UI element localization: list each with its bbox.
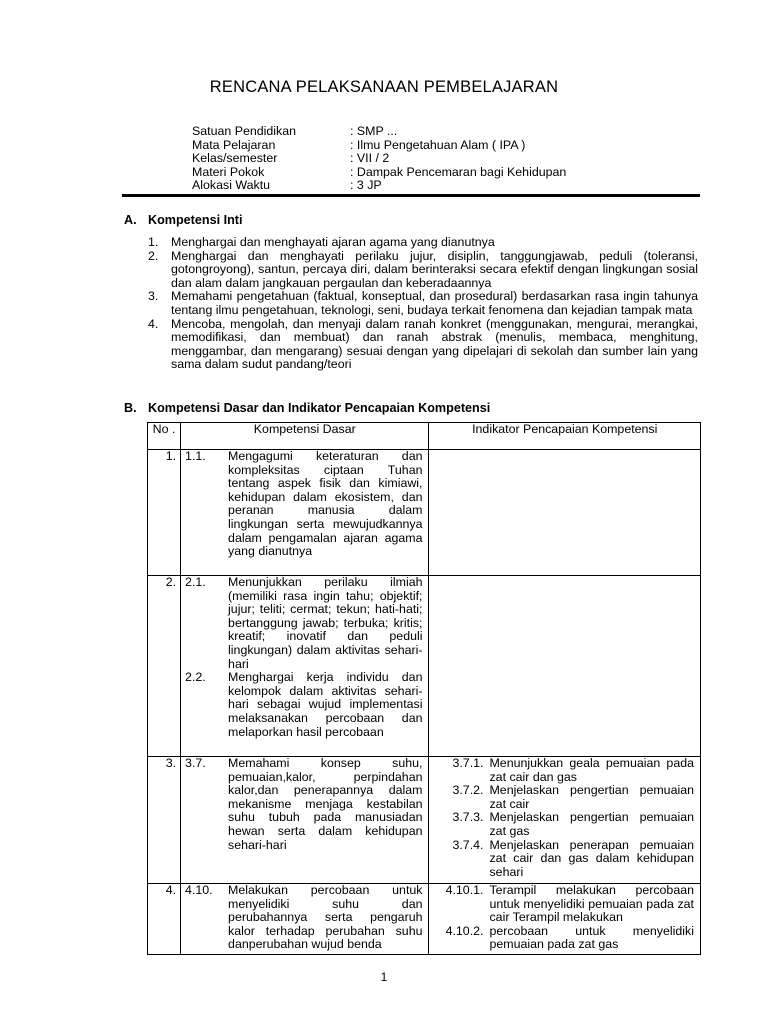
item-number: 4. [148, 316, 159, 331]
list-item [148, 290, 698, 317]
kd-entry [181, 450, 428, 559]
item-text: Mencoba, mengolah, dan menyaji dalam ranah konkret (menggunakan, mengurai, merangkai, memodifikasi, dan membuat) dan ranah abstrak (menulis, membaca, menghitung, menggambar, dan mengarang) sesuai dengan yang dipelajari di sekolah dan sumber lain yang sama dalam sudut pandang/teori [171, 316, 698, 372]
list-item [148, 236, 698, 250]
kd-entry [181, 757, 428, 852]
kd-entry [181, 884, 428, 952]
table-row [148, 450, 701, 576]
table-row [148, 884, 701, 955]
kompetensi-inti-list [148, 236, 698, 372]
ipk-number: 3.7.4. [452, 837, 484, 852]
item-number: 2. [148, 248, 159, 263]
row-number: 3. [148, 757, 181, 884]
ipk-entry [429, 884, 700, 925]
ipk-number: 4.10.1. [445, 883, 484, 897]
table-header-row [148, 423, 701, 450]
item-number: 1. [148, 235, 159, 249]
kd-number: 4.10. [185, 883, 213, 897]
kd-cell [181, 576, 429, 757]
ipk-number: 4.10.2. [445, 923, 484, 938]
kd-text: Mengagumi keteraturan dan kompleksitas ciptaan Tuhan tentang aspek fisik dan kimiawi, kehidupan dalam ekosistem, dan peranan manusia dalam lingkungan serta mewujudkannya dalam pengamalan ajaran agama yang dianutnya [228, 449, 423, 559]
ipk-cell [429, 450, 701, 576]
ipk-cell [429, 576, 701, 757]
kd-text: Menghargai kerja individu dan kelompok dalam aktivitas sehari-hari sebagai wujud implementasi melaksanakan percobaan dan melaporkan hasil percobaan [228, 670, 423, 739]
ipk-cell [429, 757, 701, 884]
identity-block [192, 125, 566, 193]
ipk-text: Terampil melakukan percobaan untuk menyelidiki pemuaian pada zat cair Terampil melakukan [489, 883, 694, 925]
row-number: 4. [148, 884, 181, 955]
list-item [148, 250, 698, 291]
identity-value: : SMP ... [350, 124, 398, 138]
table-row [148, 757, 701, 884]
identity-key: Mata Pelajaran [192, 137, 276, 152]
identity-row [192, 179, 566, 193]
header-divider [122, 194, 700, 197]
section-letter: B. [124, 401, 137, 415]
ipk-number: 3.7.2. [452, 783, 484, 798]
identity-row [192, 125, 566, 139]
ipk-entry [429, 784, 700, 811]
kd-ipk-table [147, 422, 701, 955]
ipk-cell [429, 884, 701, 955]
ipk-entry [429, 925, 700, 952]
identity-value: : Dampak Pencemaran bagi Kehidupan [350, 164, 567, 179]
kd-cell [181, 884, 429, 955]
kd-number: 2.1. [185, 575, 206, 589]
ipk-text: Menunjukkan geala pemuaian pada zat cair dan gas [489, 756, 694, 784]
ipk-text: percobaan untuk menyelidiki pemuaian pada zat gas [489, 923, 694, 952]
identity-key: Satuan Pendidikan [192, 124, 297, 138]
identity-row [192, 166, 566, 180]
ipk-number: 3.7.1. [452, 756, 484, 770]
identity-row [192, 152, 566, 166]
kd-text: Memahami konsep suhu, pemuaian,kalor, perpindahan kalor,dan penerapannya dalam mekanisme menjaga kestabilan suhu tubuh pada manusiadan hewan serta dalam kehidupan sehari-hari [228, 756, 423, 852]
section-b-heading [124, 401, 490, 415]
ipk-entry [429, 811, 700, 838]
item-number: 3. [148, 289, 159, 304]
kd-entry [181, 671, 428, 739]
identity-value: : 3 JP [350, 178, 382, 193]
kd-entry [181, 576, 428, 671]
document-title: RENCANA PELAKSANAAN PEMBELAJARAN [209, 78, 559, 96]
row-number: 2. [148, 576, 181, 757]
kd-text: Melakukan percobaan untuk menyelidiki suhu dan perubahannya serta pengaruh kalor terhadap perubahan suhu danperubahan wujud benda [228, 883, 423, 952]
kd-number: 2.2. [185, 670, 206, 685]
identity-row [192, 139, 566, 153]
identity-key: Kelas/semester [192, 151, 278, 166]
item-text: Menghargai dan menghayati ajaran agama yang dianutnya [171, 235, 495, 249]
identity-key: Alokasi Waktu [192, 178, 271, 193]
identity-key: Materi Pokok [192, 164, 265, 179]
kd-number: 3.7. [185, 756, 206, 770]
ipk-text: Menjelaskan penerapan pemuaian zat cair dan gas dalam kehidupan sehari [489, 837, 694, 879]
kd-cell [181, 450, 429, 576]
ipk-text: Menjelaskan pengertian pemuaian zat cair [489, 783, 694, 811]
kd-cell [181, 757, 429, 884]
section-title: Kompetensi Inti [148, 213, 243, 227]
identity-value: : Ilmu Pengetahuan Alam ( IPA ) [350, 137, 526, 152]
kd-number: 1.1. [185, 449, 206, 463]
page-number: 1 [380, 970, 388, 984]
header-no: No . [148, 423, 181, 450]
item-text: Memahami pengetahuan (faktual, konseptual, dan prosedural) berdasarkan rasa ingin tahunya tentang ilmu pengetahuan, teknologi, seni, budaya terkait fenomena dan kejadian tampak mata [171, 289, 698, 317]
section-a-heading [124, 213, 242, 227]
item-text: Menghargai dan menghayati perilaku jujur, disiplin, tanggungjawab, peduli (toleransi, gotongroyong), santun, percaya diri, dalam berinteraksi secara efektif dengan lingkungan sosial dan alam dalam jangkauan pergaulan dan keberadaannya [171, 248, 698, 290]
ipk-number: 3.7.3. [452, 810, 484, 825]
row-number: 1. [148, 450, 181, 576]
list-item [148, 318, 698, 372]
kd-text: Menunjukkan perilaku ilmiah (memiliki rasa ingin tahu; objektif; jujur; teliti; cermat; tekun; hati-hati; bertanggung jawab; terbuka; kritis; kreatif; inovatif dan peduli lingkungan) dalam aktivitas sehari-hari [228, 575, 423, 671]
section-title: Kompetensi Dasar dan Indikator Pencapaian Kompetensi [148, 401, 491, 415]
ipk-text: Menjelaskan pengertian pemuaian zat gas [489, 810, 694, 838]
kd-ipk-table-wrapper [147, 422, 701, 955]
header-kd: Kompetensi Dasar [181, 423, 429, 450]
ipk-entry [429, 757, 700, 784]
section-letter: A. [124, 213, 137, 227]
ipk-entry [429, 839, 700, 880]
identity-value: : VII / 2 [350, 151, 390, 166]
header-ipk: Indikator Pencapaian Kompetensi [429, 423, 701, 450]
table-row [148, 576, 701, 757]
